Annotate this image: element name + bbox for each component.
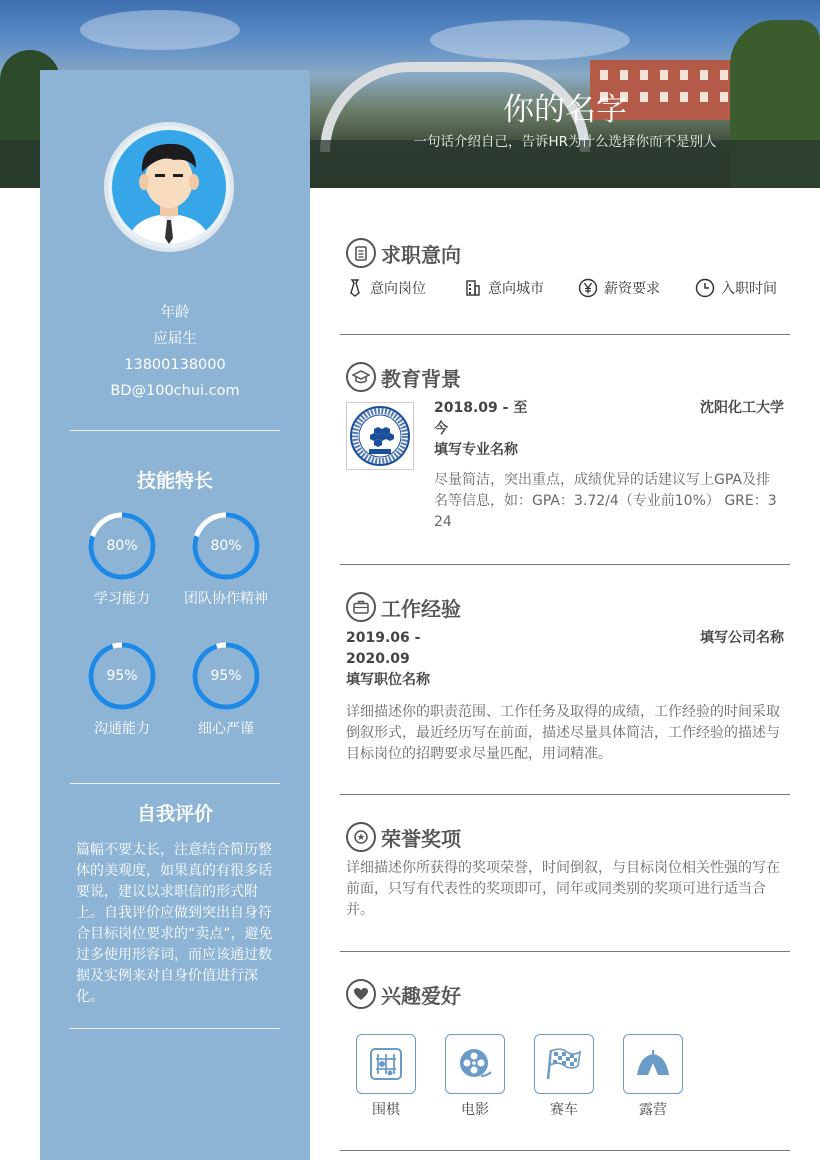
section-divider bbox=[340, 1150, 790, 1151]
edu-date-line: 2018.09 - 至 bbox=[434, 400, 528, 416]
edu-date-line: 今 bbox=[434, 421, 448, 437]
cloud bbox=[430, 20, 630, 60]
hobby-label: 电影 bbox=[461, 1102, 489, 1118]
clock-icon bbox=[695, 278, 715, 298]
skill-label: 学习能力 bbox=[94, 591, 150, 607]
hobby-label: 围棋 bbox=[372, 1102, 400, 1118]
hobby-racing bbox=[534, 1034, 594, 1094]
skill-ring bbox=[192, 512, 260, 580]
heart-icon bbox=[346, 979, 376, 1009]
film-reel-icon bbox=[457, 1046, 493, 1082]
work-company: 填写公司名称 bbox=[700, 630, 784, 646]
section-title: 兴趣爱好 bbox=[381, 983, 461, 1008]
sidebar-divider bbox=[70, 783, 280, 784]
briefcase-icon bbox=[346, 592, 376, 622]
yen-icon bbox=[578, 278, 598, 298]
cloud bbox=[80, 10, 240, 50]
self-eval-text: 篇幅不要太长，注意结合简历整体的美观度，如果真的有很多话要说，建议以求职信的形式附上。自我评价应做到突出自身符合目标岗位要求的“卖点”，避免过多使用形容词，而应该通过数据及实例来对自身价值进行深化。 bbox=[76, 842, 273, 1005]
avatar bbox=[104, 122, 234, 252]
hobby-label: 赛车 bbox=[550, 1102, 578, 1118]
graduation-cap-icon bbox=[346, 362, 376, 392]
sidebar-divider bbox=[70, 430, 280, 431]
work-date bbox=[346, 628, 420, 670]
section-divider bbox=[340, 794, 790, 795]
avatar-person-icon bbox=[112, 130, 226, 244]
work-position: 填写职位名称 bbox=[346, 672, 430, 688]
skill-percent: 95% bbox=[106, 668, 138, 684]
intent-label: 薪资要求 bbox=[604, 281, 660, 297]
skills-title: 技能特长 bbox=[136, 470, 213, 492]
info-email: BD@100chui.com bbox=[110, 383, 240, 399]
info-phone: 13800138000 bbox=[124, 357, 226, 373]
skill-ring bbox=[88, 512, 156, 580]
section-work-header bbox=[346, 592, 461, 622]
sidebar bbox=[40, 70, 310, 1160]
intent-label: 入职时间 bbox=[721, 281, 777, 297]
hobby-go bbox=[356, 1034, 416, 1094]
candidate-name: 你的名字 bbox=[503, 92, 627, 128]
skill-percent: 80% bbox=[106, 538, 138, 554]
section-honors-header bbox=[346, 822, 461, 852]
building-icon bbox=[464, 279, 482, 297]
hobby-label: 露营 bbox=[639, 1102, 667, 1118]
intent-item-start-date bbox=[695, 278, 777, 298]
candidate-tagline: 一句话介绍自己，告诉HR为什么选择你而不是别人 bbox=[413, 134, 717, 150]
section-divider bbox=[340, 951, 790, 952]
section-title: 求职意向 bbox=[381, 242, 461, 267]
skill-ring bbox=[192, 642, 260, 710]
intent-label: 意向岗位 bbox=[370, 281, 426, 297]
edu-date bbox=[434, 398, 534, 440]
section-divider bbox=[340, 334, 790, 335]
work-date-line: 2020.09 bbox=[346, 651, 410, 667]
intent-item-salary bbox=[578, 278, 660, 298]
skill-ring bbox=[88, 642, 156, 710]
edu-major: 填写专业名称 bbox=[434, 442, 518, 458]
edu-school: 沈阳化工大学 bbox=[700, 400, 784, 416]
skill-label: 细心严谨 bbox=[198, 721, 254, 737]
skill-label: 沟通能力 bbox=[94, 721, 150, 737]
medal-icon bbox=[346, 822, 376, 852]
skill-percent: 95% bbox=[210, 668, 242, 684]
honors-description: 详细描述你所获得的奖项荣誉，时间倒叙，与目标岗位相关性强的写在前面，只写有代表性的奖项即可，同年或同类别的奖项可进行适当合并。 bbox=[346, 860, 780, 918]
university-seal-icon bbox=[349, 405, 411, 467]
section-title: 荣誉奖项 bbox=[381, 826, 461, 851]
hobby-camping bbox=[623, 1034, 683, 1094]
work-date-line: 2019.06 - bbox=[346, 630, 421, 646]
go-board-icon bbox=[368, 1046, 404, 1082]
contact-info bbox=[40, 300, 310, 404]
section-hobbies-header bbox=[346, 979, 461, 1009]
section-title: 教育背景 bbox=[381, 366, 461, 391]
hobby-movie bbox=[445, 1034, 505, 1094]
intent-item-position bbox=[346, 278, 426, 298]
racing-flag-icon bbox=[545, 1046, 583, 1082]
school-logo bbox=[346, 402, 414, 470]
section-divider bbox=[340, 564, 790, 565]
section-title: 工作经验 bbox=[381, 596, 461, 621]
self-eval-title: 自我评价 bbox=[136, 803, 213, 825]
skill-percent: 80% bbox=[210, 538, 242, 554]
info-age: 年龄 bbox=[160, 305, 190, 321]
edu-description: 尽量简洁，突出重点，成绩优异的话建议写上GPA及排名等信息，如：GPA：3.72/4（专业前10%） GRE：324 bbox=[434, 472, 777, 530]
intent-item-city bbox=[464, 278, 544, 298]
tie-icon bbox=[346, 279, 364, 297]
info-status: 应届生 bbox=[153, 331, 197, 347]
work-description: 详细描述你的职责范围、工作任务及取得的成绩，工作经验的时间采取倒叙形式，最近经历写在前面，描述尽量具体简洁，工作经验的描述与目标岗位的招聘要求尽量匹配，用词精准。 bbox=[346, 704, 780, 762]
section-education-header bbox=[346, 362, 461, 392]
section-intent-header bbox=[346, 238, 461, 268]
skill-label: 团队协作精神 bbox=[184, 591, 268, 607]
tent-icon bbox=[634, 1046, 672, 1082]
clipboard-icon bbox=[346, 238, 376, 268]
sidebar-divider bbox=[70, 1028, 280, 1029]
intent-label: 意向城市 bbox=[488, 281, 544, 297]
